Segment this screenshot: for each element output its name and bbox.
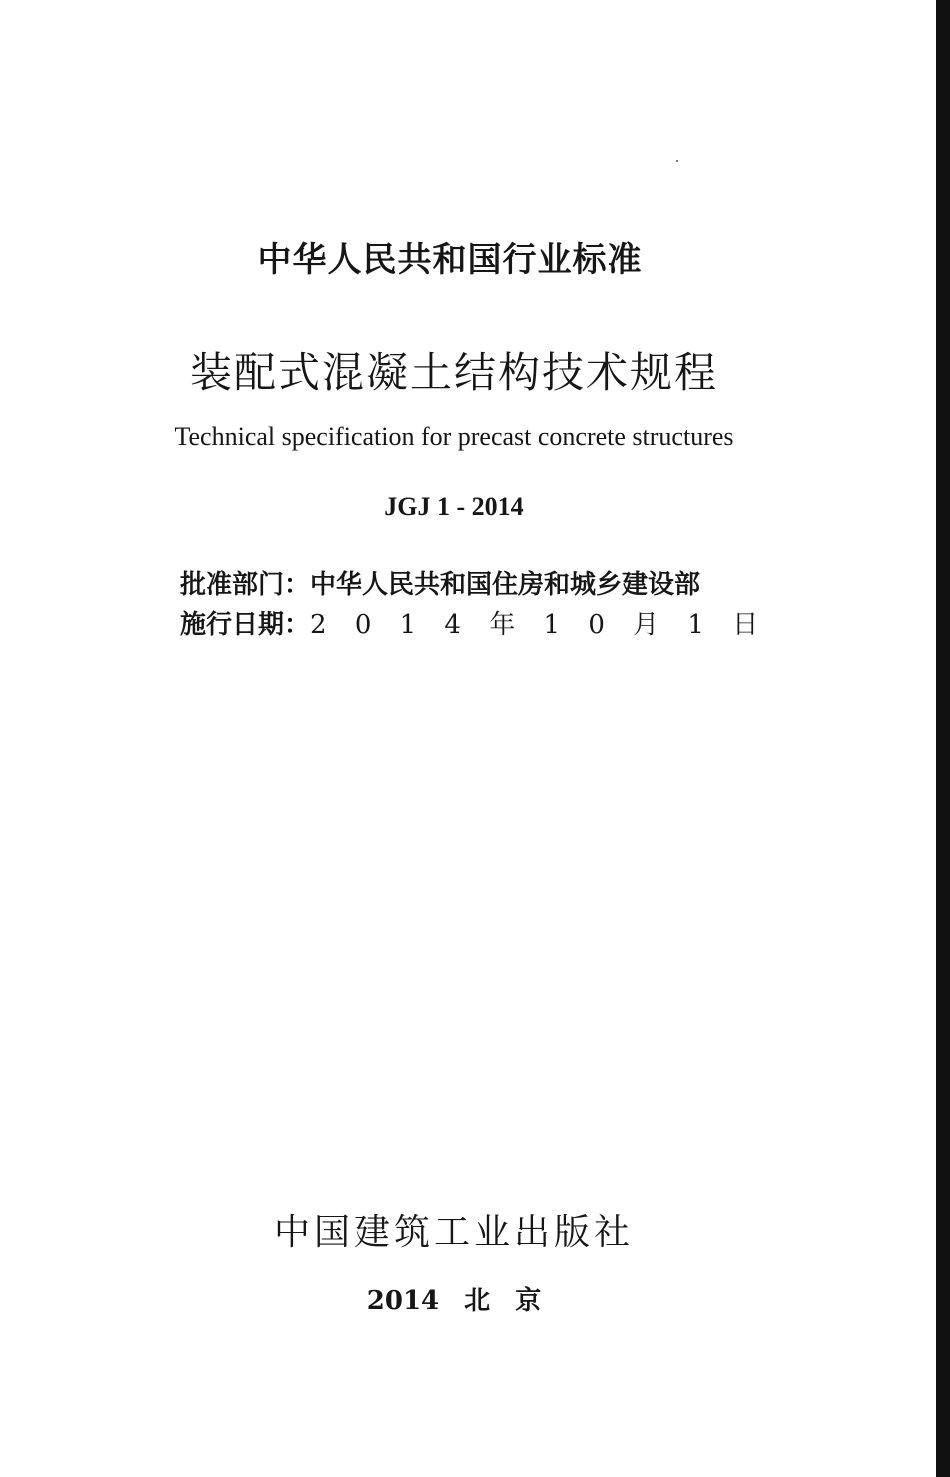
standard-series: 中华人民共和国行业标准 — [257, 240, 643, 280]
approval-department — [180, 564, 700, 601]
effective-label: 施行日期： — [180, 610, 311, 640]
scan-speck — [676, 160, 678, 162]
publisher-name: 中国建筑工业出版社 — [273, 1212, 634, 1253]
standard-code: JGJ 1 - 2014 — [384, 492, 524, 521]
publication-year-city: 2014 北 京 — [366, 1286, 542, 1316]
scan-edge-shadow — [936, 0, 950, 1477]
document-title-chinese: 装配式混凝土结构技术规程 — [189, 348, 718, 397]
approval-value: 中华人民共和国住房和城乡建设部 — [310, 570, 701, 600]
effective-date — [180, 604, 759, 641]
approval-label: 批准部门： — [180, 570, 311, 600]
document-title-english: Technical specification for precast concrete structures — [174, 422, 734, 451]
effective-value: 2 0 1 4 年 1 0 月 1 日 — [310, 610, 760, 640]
